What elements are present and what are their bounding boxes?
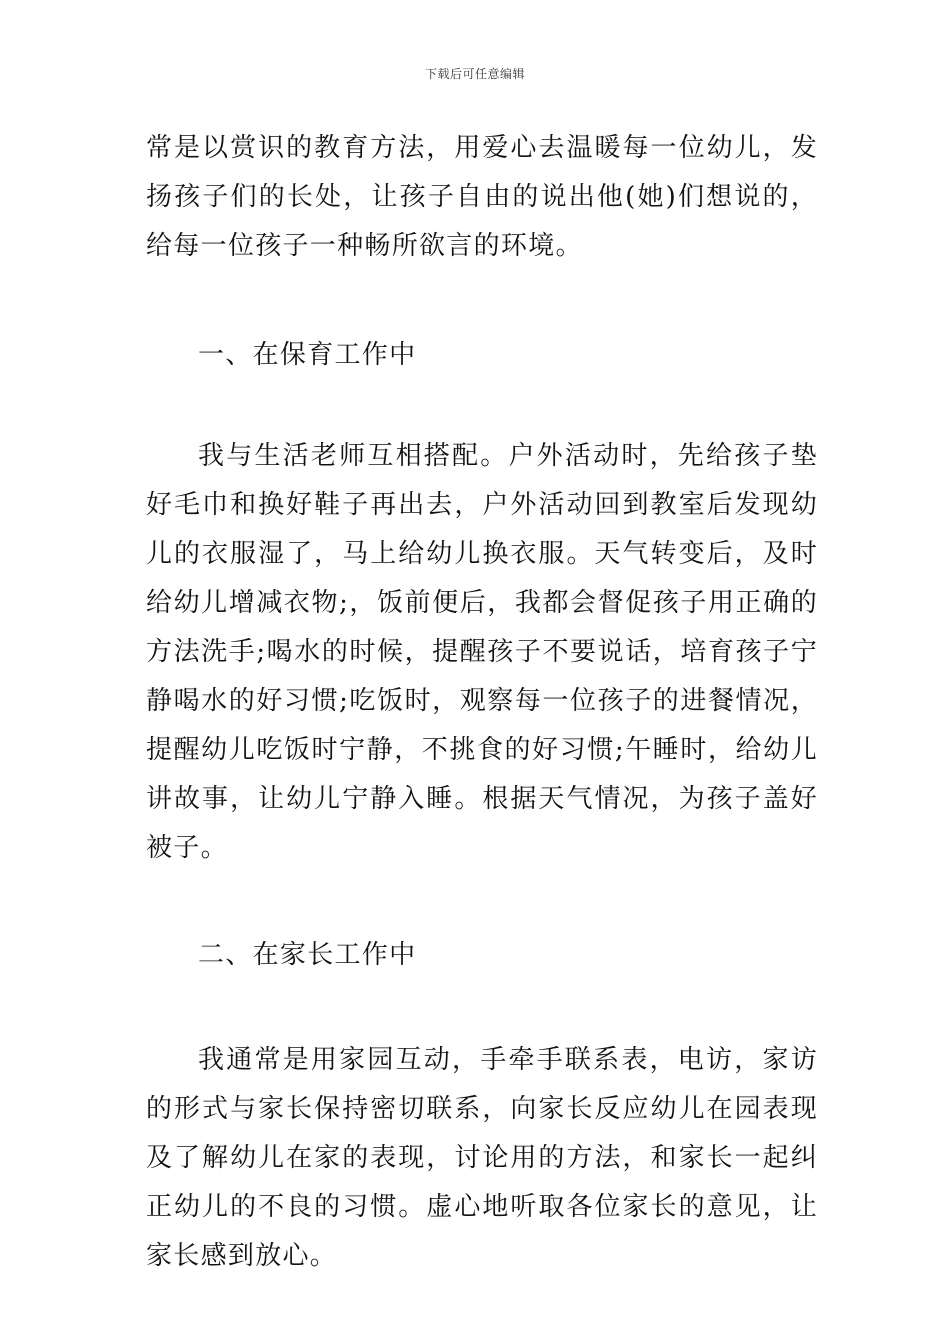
- page-header-note: 下载后可任意编辑: [424, 67, 525, 81]
- section-paragraph-childcare: 我与生活老师互相搭配。户外活动时，先给孩子垫好毛巾和换好鞋子再出去，户外活动回到教室后发现幼儿的衣服湿了，马上给幼儿换衣服。天气转变后，及时给幼儿增减衣物;，饭前便后，我都会督促孩子用正确的方法洗手;喝水的时候，提醒孩子不要说话，培育孩子宁静喝水的好习惯;吃饭时，观察每一位孩子的进餐情况，提醒幼儿吃饭时宁静，不挑食的好习惯;午睡时，给幼儿讲故事，让幼儿宁静入睡。根据天气情况，为孩子盖好被子。: [146, 441, 818, 863]
- spacer: [146, 980, 818, 1036]
- spacer: [146, 380, 818, 432]
- document-body: [146, 124, 818, 1281]
- spacer: [146, 873, 818, 931]
- section-heading-childcare: 一、在保育工作中: [198, 340, 417, 370]
- spacer: [146, 271, 818, 331]
- section-paragraph-parents: 我通常是用家园互动，手牵手联系表，电访，家访的形式与家长保持密切联系，向家长反应幼儿在园表现及了解幼儿在家的表现，讨论用的方法，和家长一起纠正幼儿的不良的习惯。虚心地听取各位家长的意见，让家长感到放心。: [146, 1045, 818, 1271]
- intro-paragraph: 常是以赏识的教育方法，用爱心去温暖每一位幼儿，发扬孩子们的长处，让孩子自由的说出他(她)们想说的，给每一位孩子一种畅所欲言的环境。: [146, 133, 818, 261]
- section-heading-parents: 二、在家长工作中: [198, 940, 417, 970]
